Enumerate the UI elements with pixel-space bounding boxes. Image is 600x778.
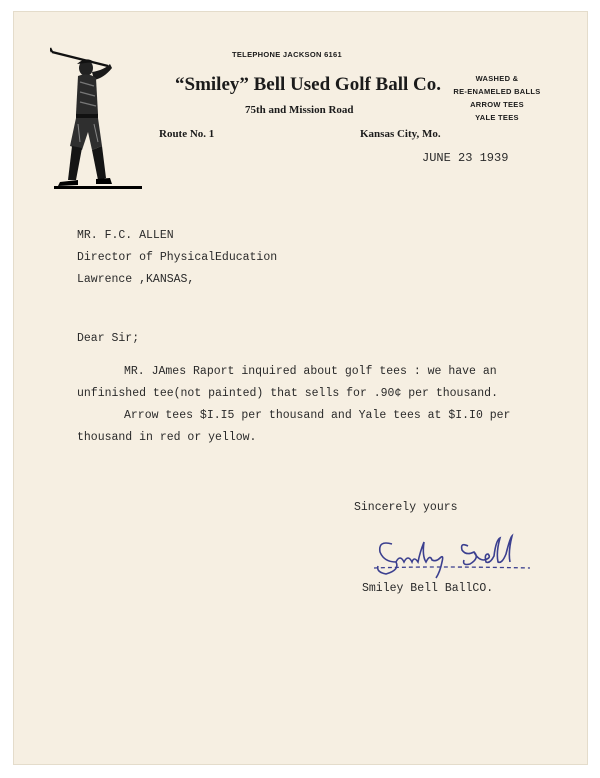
recipient-location: Lawrence ,KANSAS,: [77, 273, 195, 286]
services-list: [442, 72, 552, 124]
service-item: ARROW TEES: [470, 100, 524, 109]
service-item: WASHED &: [475, 74, 519, 83]
company-address: 75th and Mission Road: [245, 104, 354, 116]
closing: Sincerely yours: [354, 501, 458, 514]
service-item: RE-ENAMELED BALLS: [453, 87, 541, 96]
salutation: Dear Sir;: [77, 332, 140, 345]
route-number: Route No. 1: [159, 128, 215, 140]
body-line: thousand in red or yellow.: [77, 431, 257, 444]
signature: [370, 532, 550, 582]
signature-block: Smiley Bell BallCO.: [362, 582, 494, 595]
recipient-title: Director of PhysicalEducation: [77, 251, 278, 264]
city: Kansas City, Mo.: [360, 128, 441, 140]
service-item: YALE TEES: [475, 113, 519, 122]
letter-date: JUNE 23 1939: [422, 151, 509, 165]
company-name: “Smiley” Bell Used Golf Ball Co.: [175, 74, 441, 95]
recipient-name: MR. F.C. ALLEN: [77, 229, 174, 242]
body-line: MR. JAmes Raport inquired about golf tees : we have an: [124, 365, 497, 378]
telephone-line: TELEPHONE JACKSON 6161: [232, 50, 342, 59]
letter-sheet: [14, 12, 587, 764]
body-line: Arrow tees $I.I5 per thousand and Yale tees at $I.I0 per: [124, 409, 511, 422]
body-line: unfinished tee(not painted) that sells for .90¢ per thousand.: [77, 387, 498, 400]
golfer-logo-icon: [50, 42, 150, 202]
